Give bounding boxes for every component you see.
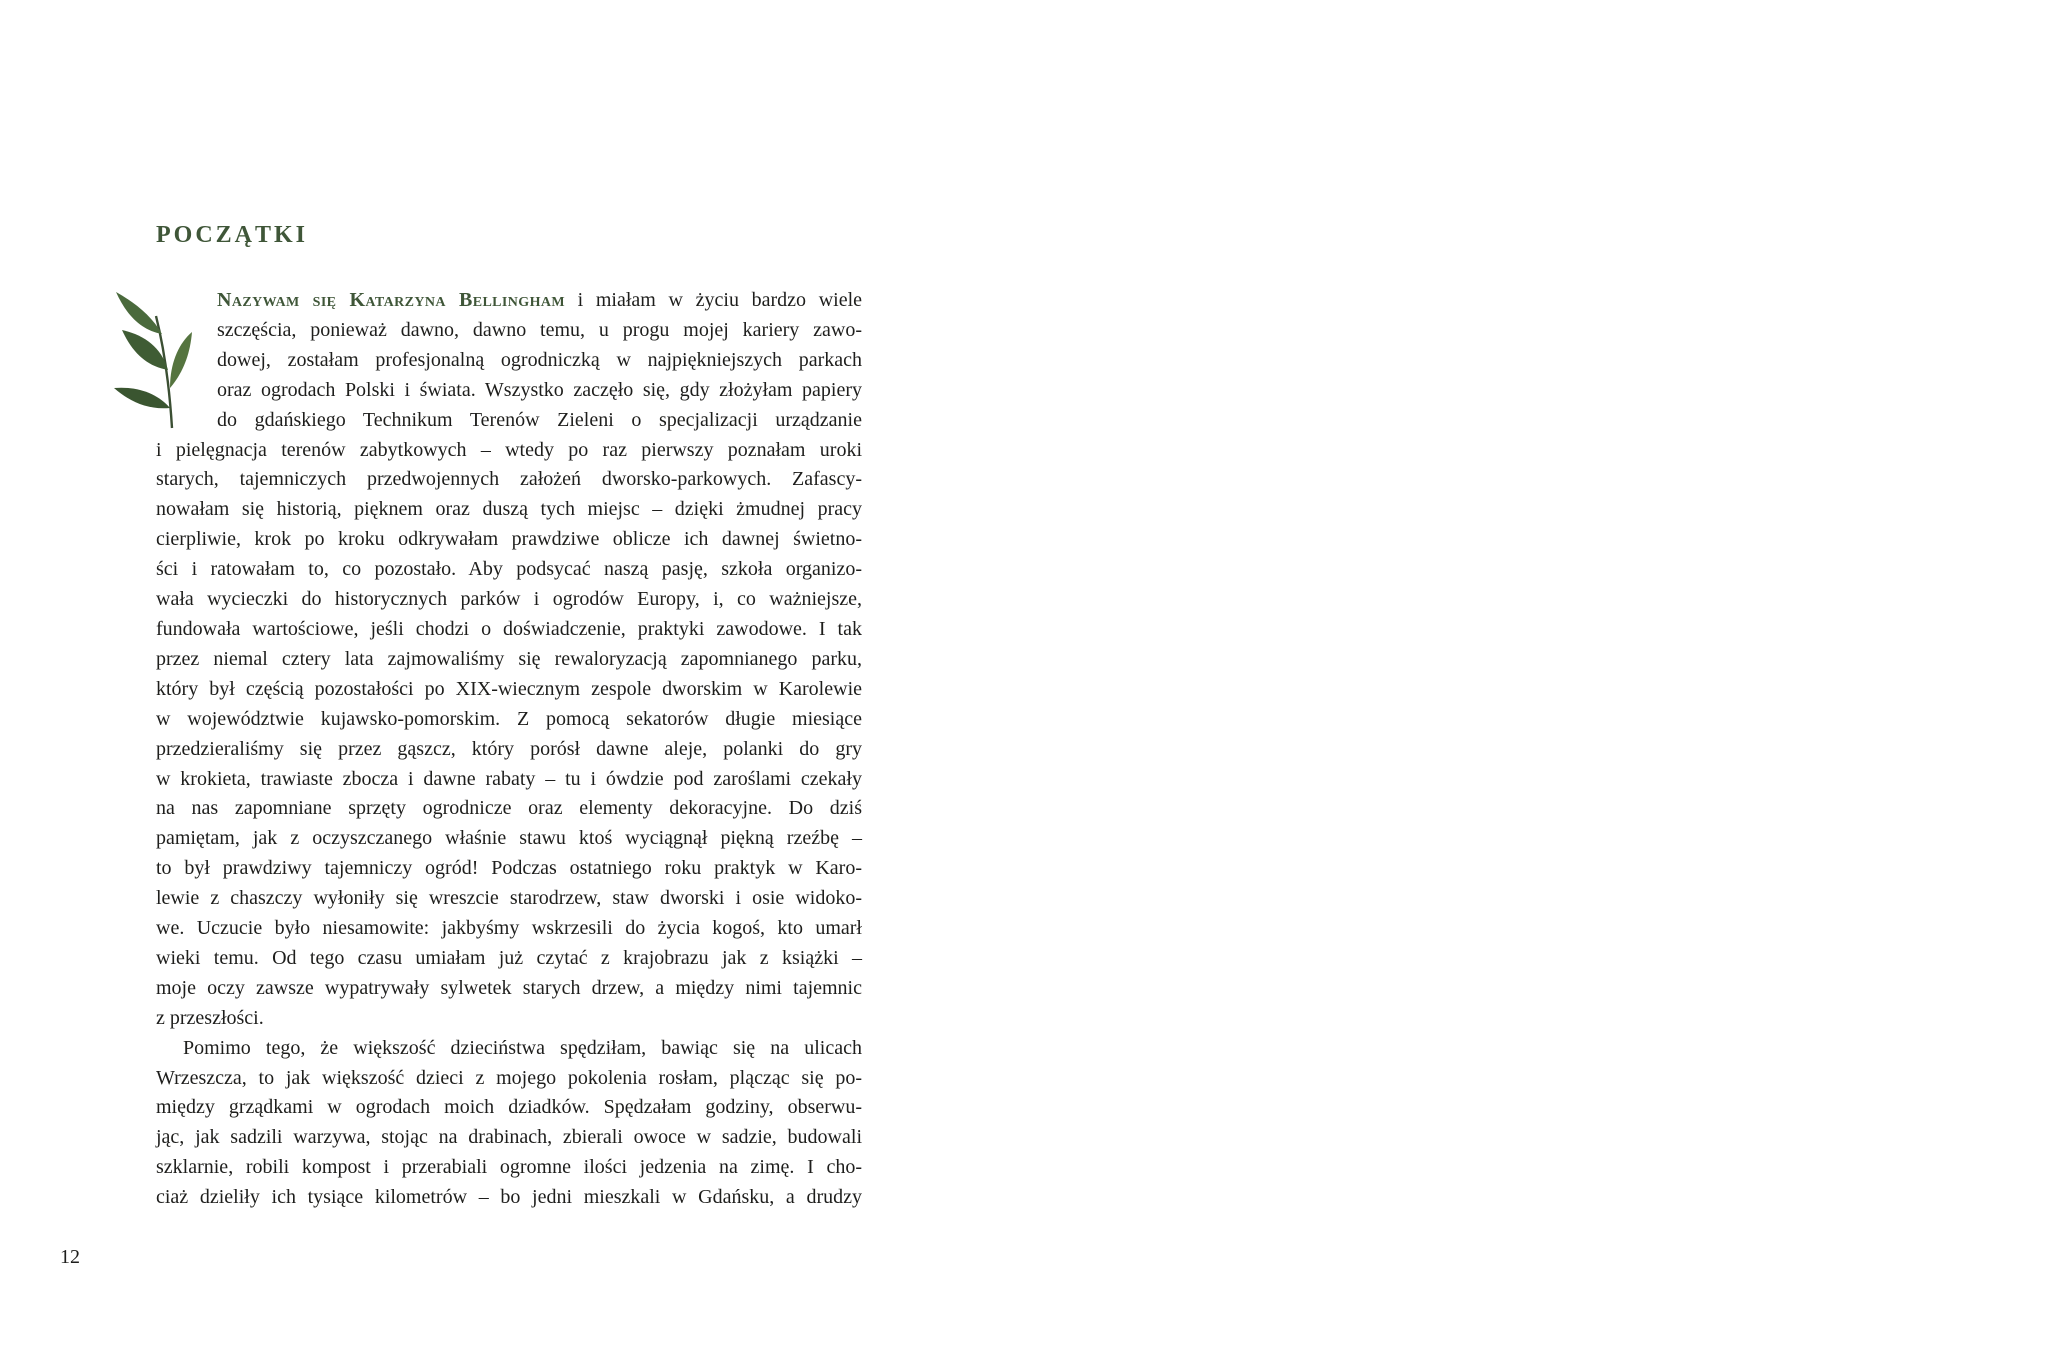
text-line: ści i ratowałam to, co pozostało. Aby podsycać naszą pasję, szkoła organizo- [156, 558, 862, 581]
text-line: i pielęgnacja terenów zabytkowych – wtedy po raz pierwszy poznałam uroki [156, 438, 862, 461]
text-line: szczęścia, ponieważ dawno, dawno temu, u progu mojej kariery zawo- [217, 318, 862, 341]
text-line: moje oczy zawsze wypatrywały sylwetek starych drzew, a między nimi tajemnic [156, 976, 862, 999]
text-line: starych, tajemniczych przedwojennych założeń dworsko-parkowych. Zafascy- [156, 468, 862, 491]
text-line: w województwie kujawsko-pomorskim. Z pomocą sekatorów długie miesiące [156, 707, 862, 730]
text-line: przedzieraliśmy się przez gąszcz, który porósł dawne aleje, polanki do gry [156, 737, 862, 760]
right-page [1024, 0, 2048, 1356]
text-line: który był częścią pozostałości po XIX-wiecznym zespole dworskim w Karolewie [156, 677, 862, 700]
text-line: we. Uczucie było niesamowite: jakbyśmy wskrzesili do życia kogoś, kto umarł [156, 917, 862, 940]
text-line: w krokieta, trawiaste zbocza i dawne rabaty – tu i ówdzie pod zaroślami czekały [156, 767, 862, 790]
text-line: pamiętam, jak z oczyszczanego właśnie stawu ktoś wyciągnął piękną rzeźbę – [156, 827, 862, 850]
body-text [156, 286, 862, 1213]
text-line: na nas zapomniane sprzęty ogrodnicze oraz elementy dekoracyjne. Do dziś [156, 797, 862, 820]
text-line: szklarnie, robili kompost i przerabiali ogromne ilości jedzenia na zimę. I cho- [156, 1156, 862, 1179]
text-line: przez niemal cztery lata zajmowaliśmy się rewaloryzacją zapomnianego parku, [156, 647, 862, 670]
text-line: nowałam się historią, pięknem oraz duszą tych miejsc – dzięki żmudnej pracy [156, 498, 862, 521]
text-line: cierpliwie, krok po kroku odkrywałam prawdziwe oblicze ich dawnej świetno- [156, 528, 862, 551]
text-line: jąc, jak sadzili warzywa, stojąc na drabinach, zbierali owoce w sadzie, budowali [156, 1126, 862, 1149]
text-line: oraz ogrodach Polski i świata. Wszystko zaczęło się, gdy złożyłam papiery [217, 378, 862, 401]
text-line: fundowała wartościowe, jeśli chodzi o doświadczenie, praktyki zawodowe. I tak [156, 617, 862, 640]
text-line: lewie z chaszczy wyłoniły się wreszcie starodrzew, staw dworski i osie widoko- [156, 887, 862, 910]
page-number: 12 [60, 1246, 80, 1268]
text-line: Nazywam się Katarzyna Bellingham i miałam w życiu bardzo wiele [217, 289, 863, 311]
text-line: Wrzeszcza, to jak większość dzieci z mojego pokolenia rosłam, plącząc się po- [156, 1066, 862, 1089]
text-line: wała wycieczki do historycznych parków i ogrodów Europy, i, co ważniejsze, [156, 588, 862, 611]
text-line: do gdańskiego Technikum Terenów Zieleni o specjalizacji urządzanie [217, 408, 862, 431]
text-line: wieki temu. Od tego czasu umiałam już czytać z krajobrazu jak z książki – [156, 946, 862, 969]
text-line: dowej, zostałam profesjonalną ogrodniczką w najpiękniejszych parkach [217, 348, 862, 371]
text-line: to był prawdziwy tajemniczy ogród! Podczas ostatniego roku praktyk w Karo- [156, 857, 862, 880]
lead-in-name: Nazywam się Katarzyna Bellingham [217, 289, 565, 311]
chapter-title: POCZĄTKI [156, 222, 309, 248]
text-line: ciaż dzieliły ich tysiące kilometrów – bo jedni mieszkali w Gdańsku, a drudzy [156, 1186, 862, 1209]
text-line: z przeszłości. [156, 1006, 264, 1029]
text-line: między grządkami w ogrodach moich dziadków. Spędzałam godziny, obserwu- [156, 1096, 862, 1119]
text-line: Pomimo tego, że większość dzieciństwa spędziłam, bawiąc się na ulicach [183, 1036, 862, 1059]
